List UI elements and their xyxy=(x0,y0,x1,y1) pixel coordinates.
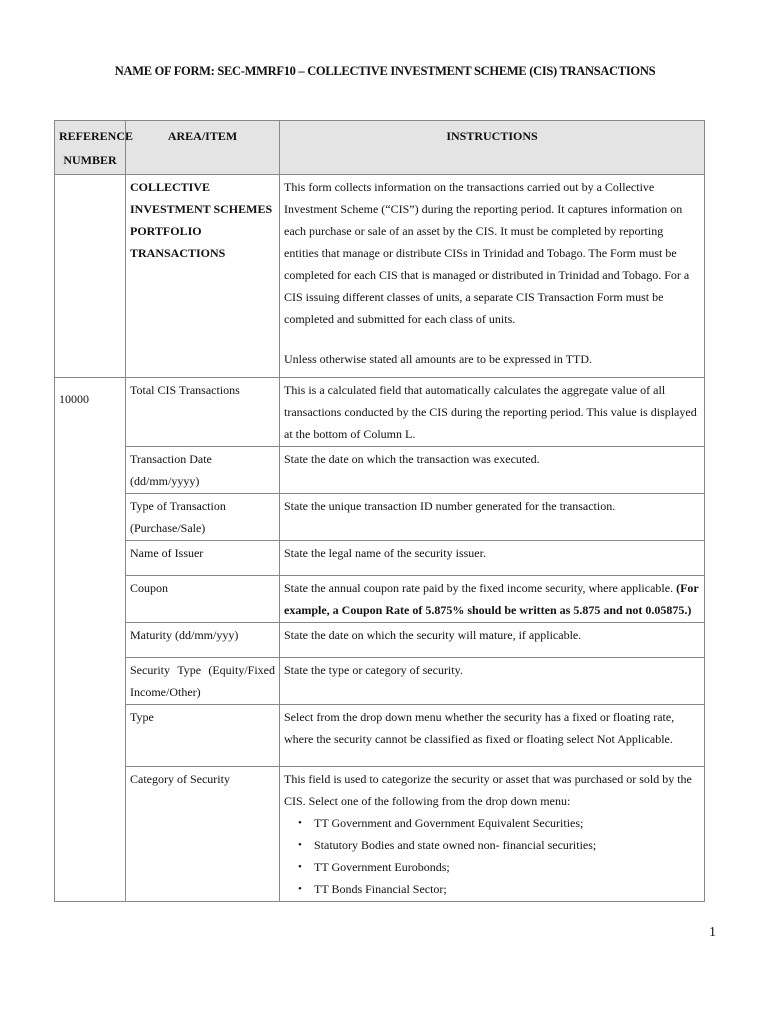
reference-number: 10000 xyxy=(55,378,126,902)
table-row-security-type xyxy=(55,658,705,705)
table-row-transaction-type xyxy=(55,494,705,541)
list-item: • TT Bonds Financial Sector; xyxy=(314,878,700,900)
coupon-instructions xyxy=(280,576,705,623)
security-type-instructions: State the type or category of security. xyxy=(280,658,705,705)
table-row-total xyxy=(55,378,705,447)
page-title: NAME OF FORM: SEC-MMRF10 – COLLECTIVE INVESTMENT SCHEME (CIS) TRANSACTIONS xyxy=(114,64,656,78)
type-instructions: Select from the drop down menu whether the security has a fixed or floating rate, where the security cannot be classified as fixed or floating select Not Applicable. xyxy=(280,705,705,767)
intro-note: Unless otherwise stated all amounts are to be expressed in TTD. xyxy=(284,352,593,366)
maturity-instructions: State the date on which the security will mature, if applicable. xyxy=(280,623,705,658)
total-area: Total CIS Transactions xyxy=(126,378,280,447)
table-row-maturity xyxy=(55,623,705,658)
transaction-type-area: Type of Transaction (Purchase/Sale) xyxy=(126,494,280,541)
coupon-example: (For example, a Coupon Rate of 5.875% should be written as 5.875 and not 0.05875.) xyxy=(284,581,699,617)
table-row-type xyxy=(55,705,705,767)
type-area: Type xyxy=(126,705,280,767)
total-instructions: This is a calculated field that automatically calculates the aggregate value of all transactions conducted by the CIS during the reporting period. This value is displayed at the bottom of Column L. xyxy=(280,378,705,447)
coupon-area: Coupon xyxy=(126,576,280,623)
category-text: This field is used to categorize the security or asset that was purchased or sold by the CIS. Select one of the following from the drop down menu: xyxy=(284,772,692,808)
category-options-list xyxy=(284,812,700,900)
issuer-area: Name of Issuer xyxy=(126,541,280,576)
table-row-coupon xyxy=(55,576,705,623)
category-instructions xyxy=(280,767,705,902)
transaction-date-area: Transaction Date (dd/mm/yyyy) xyxy=(126,447,280,494)
list-item: • TT Government Eurobonds; xyxy=(314,856,700,878)
security-type-area: Security Type (Equity/Fixed Income/Other) xyxy=(126,658,280,705)
table-row-issuer xyxy=(55,541,705,576)
table-row-transaction-date xyxy=(55,447,705,494)
issuer-instructions: State the legal name of the security issuer. xyxy=(280,541,705,576)
transaction-type-instructions: State the unique transaction ID number generated for the transaction. xyxy=(280,494,705,541)
header-area-item: AREA/ITEM xyxy=(126,121,280,175)
table-row-category xyxy=(55,767,705,902)
table-row-intro xyxy=(55,175,705,378)
maturity-area: Maturity (dd/mm/yyy) xyxy=(126,623,280,658)
header-instructions: INSTRUCTIONS xyxy=(280,121,705,175)
transaction-date-instructions: State the date on which the transaction was executed. xyxy=(280,447,705,494)
page-number: 1 xyxy=(709,925,716,940)
category-area: Category of Security xyxy=(126,767,280,902)
list-item: • Statutory Bodies and state owned non- financial securities; xyxy=(314,834,700,856)
intro-instructions xyxy=(280,175,705,378)
coupon-text: State the annual coupon rate paid by the fixed income security, where applicable. xyxy=(284,581,677,595)
instructions-table xyxy=(54,120,705,902)
intro-area: COLLECTIVE INVESTMENT SCHEMES PORTFOLIO TRANSACTIONS xyxy=(126,175,280,378)
list-item: • TT Government and Government Equivalent Securities; xyxy=(314,812,700,834)
ref-cell-empty xyxy=(55,175,126,378)
table-header-row xyxy=(55,121,705,175)
header-reference-number: REFERENCE NUMBER xyxy=(55,121,126,175)
intro-text: This form collects information on the transactions carried out by a Collective Investment Scheme (“CIS”) during the reporting period. It captures information on each purchase or sale of an asset by the CIS. It must be completed by reporting entities that manage or distribute CISs in Trinidad and Tobago. The Form must be completed for each CIS that is managed or distributed in Trinidad and Tobago. For a CIS issuing different classes of units, a separate CIS Transaction Form must be completed and submitted for each class of units. xyxy=(284,180,690,326)
